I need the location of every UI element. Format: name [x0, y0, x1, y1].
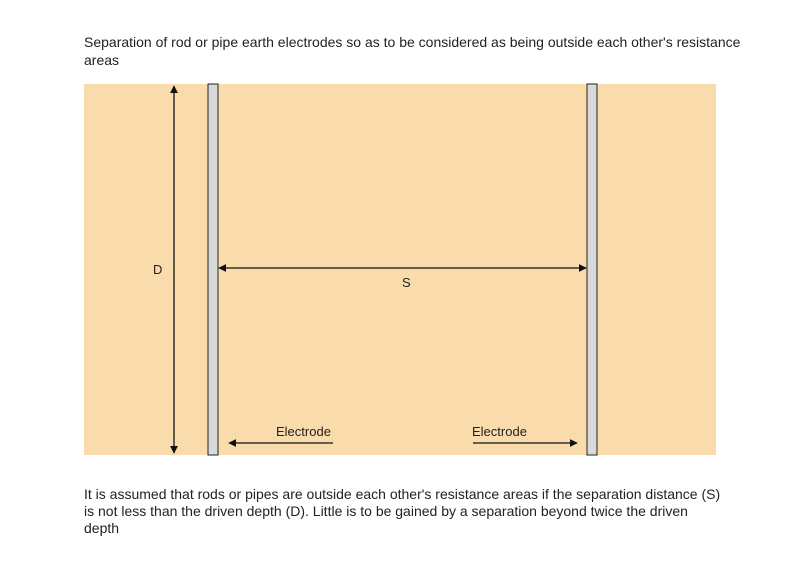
separation-label: S [402, 275, 411, 290]
diagram-title: Separation of rod or pipe earth electrodes so as to be considered as being outside each other's resistance areas [84, 34, 741, 68]
ground-area [84, 84, 716, 455]
diagram-note: It is assumed that rods or pipes are outside each other's resistance areas if the separation distance (S) is not less than the driven depth (D). Little is to be gained by a separation beyond twice the driven depth [84, 486, 721, 536]
electrode-right [587, 84, 597, 455]
electrode-right-label: Electrode [472, 424, 527, 439]
electrode-left-label: Electrode [276, 424, 331, 439]
depth-label: D [153, 262, 163, 277]
electrode-left [208, 84, 218, 455]
